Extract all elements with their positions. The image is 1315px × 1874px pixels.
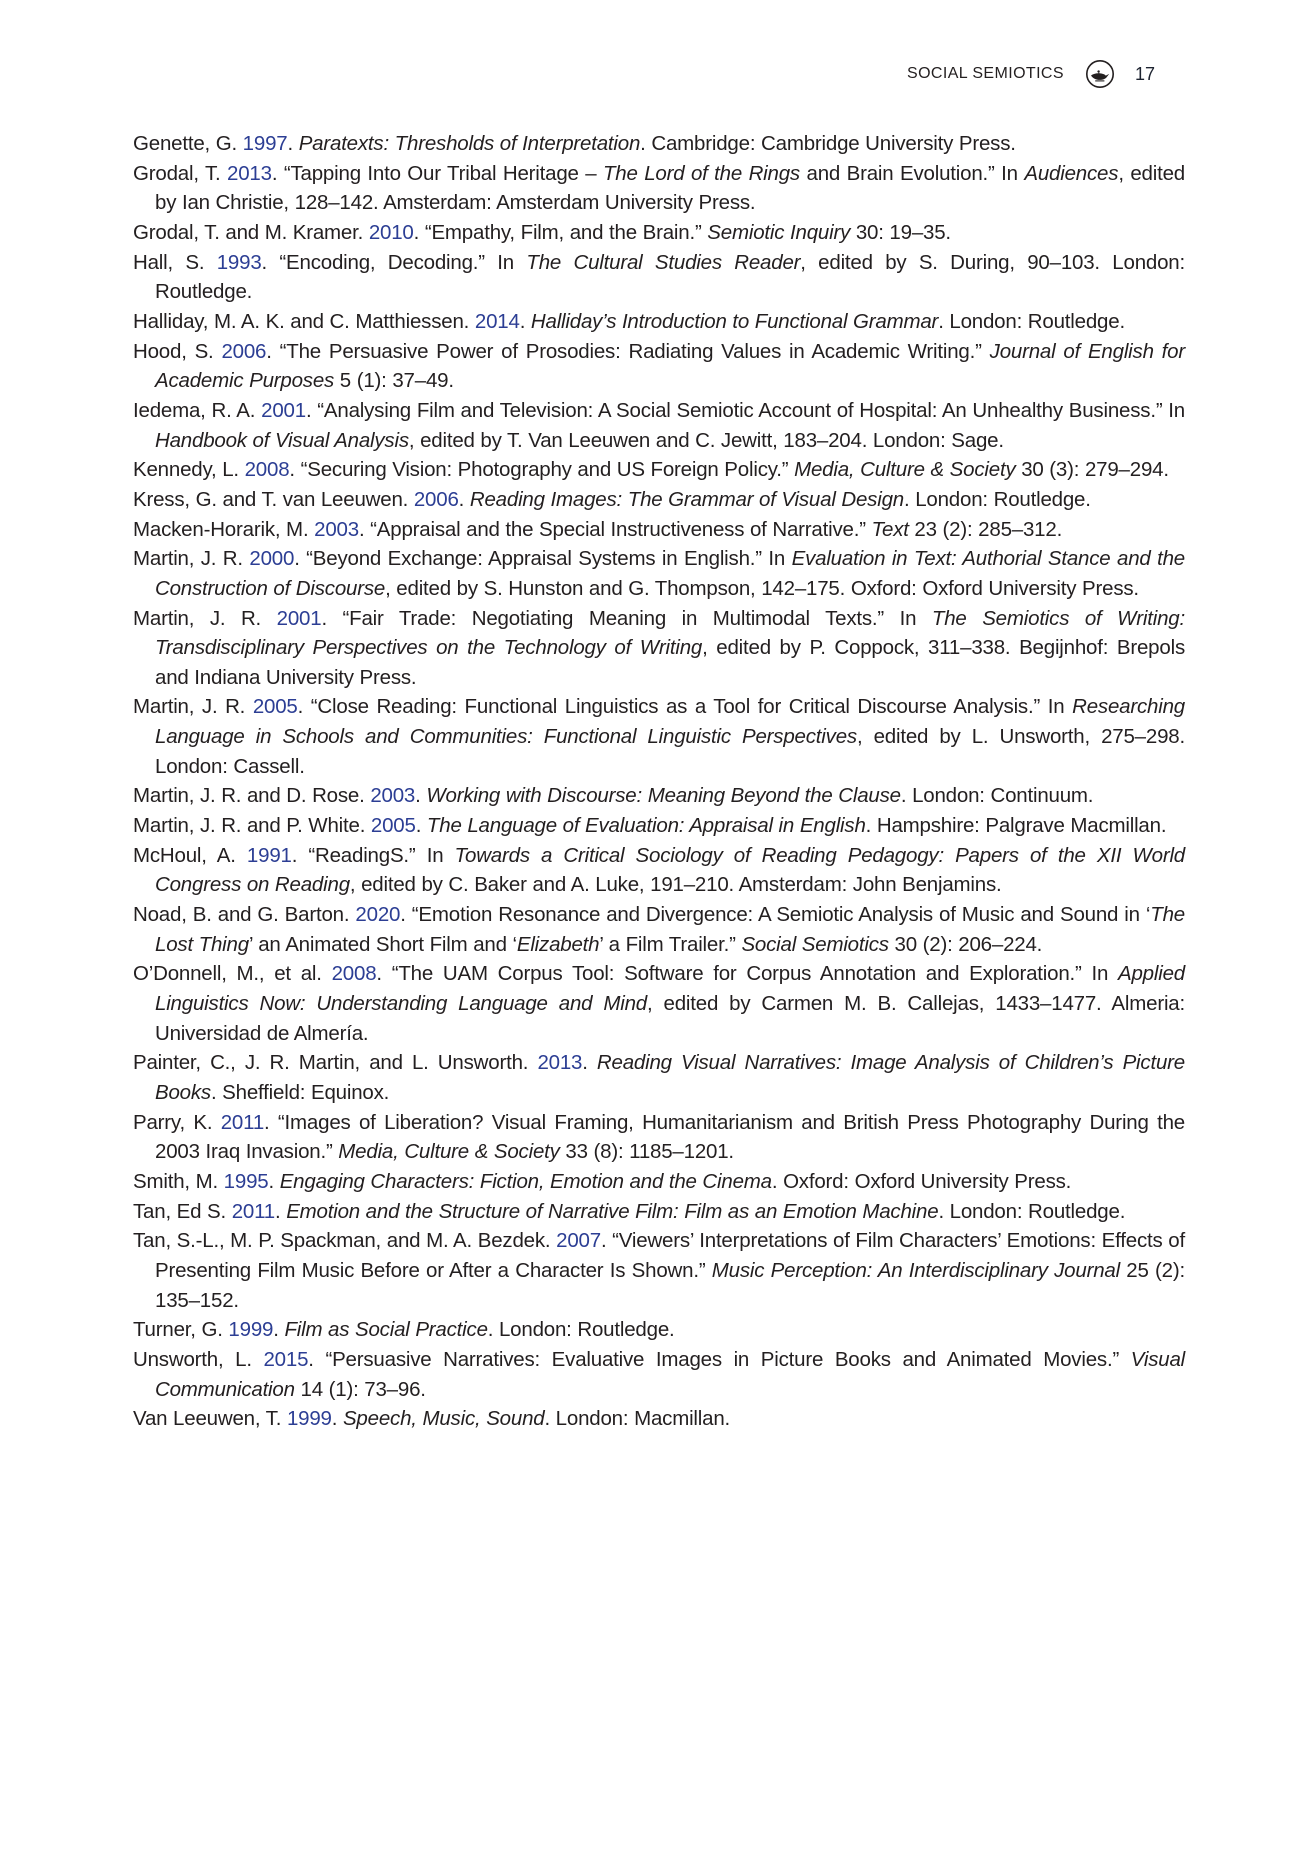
reference-text: Noad, B. and G. Barton. xyxy=(133,903,356,927)
reference-text: . “The Persuasive Power of Prosodies: Radiating Values in Academic Writing.” xyxy=(266,339,990,363)
reference-text: . London: Routledge. xyxy=(938,309,1125,333)
italic-title: Elizabeth xyxy=(516,932,600,956)
reference-text: Grodal, T. and M. Kramer. xyxy=(133,220,369,244)
reference-text: . xyxy=(519,309,531,333)
reference-text: . “Analysing Film and Television: A Social Semiotic Account of Hospital: An Unhealthy Business.” In xyxy=(305,398,1185,422)
italic-title: Media, Culture & Society xyxy=(794,458,1016,482)
reference-text: and Brain Evolution.” In xyxy=(799,161,1025,185)
italic-title: Applied Linguistics Now: Understanding Language and Mind xyxy=(155,962,1185,1016)
reference-text: . “The UAM Corpus Tool: Software for Corpus Annotation and Exploration.” In xyxy=(376,962,1118,986)
reference-text: Halliday, M. A. K. and C. Matthiessen. xyxy=(133,309,475,333)
reference-text: Hood, S. xyxy=(133,339,222,363)
reference-text: . London: Macmillan. xyxy=(544,1407,731,1431)
reference-text: Van Leeuwen, T. xyxy=(133,1407,287,1431)
italic-title: Engaging Characters: Fiction, Emotion and the Cinema xyxy=(279,1169,772,1193)
italic-title: Text xyxy=(871,517,909,541)
reference-entry xyxy=(133,1048,1185,1107)
reference-entry xyxy=(133,900,1185,959)
year-link[interactable]: 2006 xyxy=(221,339,267,363)
year-link[interactable]: 1997 xyxy=(242,132,288,155)
italic-title: Researching Language in Schools and Communities: Functional Linguistic Perspectives xyxy=(155,695,1185,749)
reference-text: McHoul, A. xyxy=(133,843,247,867)
taylor-francis-lamp-icon xyxy=(1085,59,1115,89)
reference-text: . London: Routledge. xyxy=(938,1199,1126,1223)
year-link[interactable]: 2013 xyxy=(227,161,272,185)
reference-text: . “Securing Vision: Photography and US Foreign Policy.” xyxy=(289,458,795,482)
year-link[interactable]: 2011 xyxy=(220,1110,265,1134)
reference-text: . London: Continuum. xyxy=(900,784,1094,808)
year-link[interactable]: 2001 xyxy=(276,606,322,630)
year-link[interactable]: 2015 xyxy=(263,1347,309,1371)
references-list xyxy=(133,129,1185,1434)
page-number: 17 xyxy=(1134,63,1155,84)
year-link[interactable]: 1991 xyxy=(246,843,292,867)
reference-text: 25 (2): 135–152. xyxy=(155,1258,1185,1312)
year-link[interactable]: 1993 xyxy=(216,250,262,274)
italic-title: Visual Communication xyxy=(155,1347,1185,1401)
italic-title: The Language of Evaluation: Appraisal in English xyxy=(426,814,866,838)
reference-entry xyxy=(133,159,1185,218)
italic-title: Journal of English for Academic Purposes xyxy=(155,339,1185,393)
journal-title: SOCIAL SEMIOTICS xyxy=(907,65,1064,82)
reference-text: Kress, G. and T. van Leeuwen. xyxy=(133,487,414,511)
reference-entry xyxy=(133,781,1185,811)
year-link[interactable]: 2003 xyxy=(314,517,359,541)
reference-text: 30: 19–35. xyxy=(850,220,951,244)
reference-entry xyxy=(133,1345,1185,1404)
year-link[interactable]: 2014 xyxy=(474,309,520,333)
reference-entry xyxy=(133,1315,1185,1345)
reference-entry xyxy=(133,692,1185,781)
year-link[interactable]: 2020 xyxy=(355,903,401,927)
reference-text: . “Tapping Into Our Tribal Heritage – xyxy=(271,161,603,185)
year-link[interactable]: 2005 xyxy=(370,814,416,838)
italic-title: Reading Images: The Grammar of Visual Design xyxy=(469,487,904,511)
reference-text: . xyxy=(273,1318,285,1342)
reference-text: Smith, M. xyxy=(133,1169,224,1193)
reference-text: Tan, Ed S. xyxy=(133,1199,232,1223)
reference-text: . xyxy=(582,1051,597,1075)
year-link[interactable]: 2005 xyxy=(252,695,298,719)
reference-entry xyxy=(133,841,1185,900)
reference-text: 30 (2): 206–224. xyxy=(888,932,1043,956)
reference-text: . xyxy=(415,814,427,838)
reference-text: , edited by Ian Christie, 128–142. Amsterdam: Amsterdam University Press. xyxy=(155,161,1185,215)
reference-text: . xyxy=(274,1199,287,1223)
page-header xyxy=(907,58,1155,90)
italic-title: Paratexts: Thresholds of Interpretation xyxy=(298,132,641,155)
reference-text: . Cambridge: Cambridge University Press. xyxy=(640,132,1016,155)
italic-title: Working with Discourse: Meaning Beyond the Clause xyxy=(426,784,901,808)
italic-title: Semiotic Inquiry xyxy=(707,220,851,244)
year-link[interactable]: 2008 xyxy=(244,458,290,482)
reference-text: Parry, K. xyxy=(133,1110,221,1134)
reference-text: . xyxy=(268,1169,280,1193)
reference-text: . London: Routledge. xyxy=(904,487,1091,511)
italic-title: Social Semiotics xyxy=(741,932,889,956)
reference-text: , edited by C. Baker and A. Luke, 191–210. Amsterdam: John Benjamins. xyxy=(349,873,1002,897)
reference-text: Martin, J. R. and P. White. xyxy=(133,814,371,838)
reference-text: . Oxford: Oxford University Press. xyxy=(771,1169,1072,1193)
reference-text: . Hampshire: Palgrave Macmillan. xyxy=(865,814,1167,838)
reference-entry xyxy=(133,129,1185,159)
reference-entry xyxy=(133,485,1185,515)
reference-text: . “Persuasive Narratives: Evaluative Images in Picture Books and Animated Movies.” xyxy=(308,1347,1131,1371)
reference-text: . “Viewers’ Interpretations of Film Characters’ Emotions: Effects of Presenting Film Music Before or After a Character Is Shown.” xyxy=(155,1229,1185,1282)
reference-text: ’ a Film Trailer.” xyxy=(599,932,742,956)
reference-entry xyxy=(133,1404,1185,1434)
reference-text: . xyxy=(287,132,299,155)
reference-text: 30 (3): 279–294. xyxy=(1015,458,1169,482)
reference-text: Hall, S. xyxy=(133,250,217,274)
italic-title: Audiences xyxy=(1024,161,1119,185)
reference-text: , edited by S. During, 90–103. London: Routledge. xyxy=(155,250,1185,304)
reference-text: Genette, G. xyxy=(133,132,243,155)
reference-text: . “Images of Liberation? Visual Framing, Humanitarianism and British Press Photography During the 2003 Iraq Invasion.” xyxy=(155,1110,1185,1164)
reference-text: Iedema, R. A. xyxy=(133,398,262,422)
italic-title: Film as Social Practice xyxy=(284,1318,488,1342)
reference-text: . xyxy=(458,487,470,511)
reference-text: Turner, G. xyxy=(133,1318,229,1342)
reference-entry xyxy=(133,307,1185,337)
reference-text: 23 (2): 285–312. xyxy=(908,517,1063,541)
reference-text: . “ReadingS.” In xyxy=(291,843,455,867)
reference-entry xyxy=(133,455,1185,485)
reference-text: O’Donnell, M., et al. xyxy=(133,962,332,986)
year-link[interactable]: 2008 xyxy=(331,962,377,986)
reference-text: . “Appraisal and the Special Instructiveness of Narrative.” xyxy=(358,517,872,541)
reference-text: Martin, J. R. and D. Rose. xyxy=(133,784,371,808)
reference-text: , edited by L. Unsworth, 275–298. London: Cassell. xyxy=(155,725,1185,778)
reference-entry xyxy=(133,1108,1185,1167)
year-link[interactable]: 2010 xyxy=(368,220,414,244)
italic-title: The Lost Thing xyxy=(155,903,1185,956)
reference-entry xyxy=(133,396,1185,455)
reference-text: . “Close Reading: Functional Linguistics as a Tool for Critical Discourse Analysis.” In xyxy=(297,695,1073,719)
reference-text: , edited by Carmen M. B. Callejas, 1433–1477. Almeria: Universidad de Almería. xyxy=(155,992,1186,1045)
italic-title: Speech, Music, Sound xyxy=(342,1407,545,1431)
italic-title: The Lord of the Rings xyxy=(602,161,800,185)
reference-entry xyxy=(133,1167,1185,1197)
reference-text: Painter, C., J. R. Martin, and L. Unsworth. xyxy=(133,1051,538,1075)
reference-text: . “Empathy, Film, and the Brain.” xyxy=(413,220,708,244)
year-link[interactable]: 2006 xyxy=(413,487,459,511)
reference-entry xyxy=(133,604,1185,693)
reference-text: Martin, J. R. xyxy=(133,695,253,719)
italic-title: Music Perception: An Interdisciplinary Journal xyxy=(711,1258,1120,1282)
reference-text: , edited by S. Hunston and G. Thompson, 142–175. Oxford: Oxford University Press. xyxy=(385,576,1139,600)
reference-text: , edited by P. Coppock, 311–338. Begijnhof: Brepols and Indiana University Press. xyxy=(155,636,1185,689)
year-link[interactable]: 2007 xyxy=(556,1229,601,1253)
reference-entry xyxy=(133,544,1185,603)
year-link[interactable]: 1999 xyxy=(286,1407,332,1431)
italic-title: Reading Visual Narratives: Image Analysis of Children’s Picture Books xyxy=(155,1051,1185,1104)
year-link[interactable]: 2000 xyxy=(249,547,295,571)
reference-text: 14 (1): 73–96. xyxy=(294,1377,426,1401)
year-link[interactable]: 1995 xyxy=(223,1169,269,1193)
year-link[interactable]: 1999 xyxy=(228,1318,274,1342)
reference-text: Tan, S.-L., M. P. Spackman, and M. A. Bezdek. xyxy=(133,1229,557,1253)
reference-entry xyxy=(133,337,1185,396)
reference-text: , edited by T. Van Leeuwen and C. Jewitt, 183–204. London: Sage. xyxy=(408,428,1004,452)
reference-entry xyxy=(133,218,1185,248)
reference-entry xyxy=(133,811,1185,841)
year-link[interactable]: 2011 xyxy=(231,1199,275,1223)
reference-text: . xyxy=(331,1407,343,1431)
italic-title: Evaluation in Text: Authorial Stance and the Construction of Discourse xyxy=(155,547,1185,600)
reference-text: 33 (8): 1185–1201. xyxy=(559,1140,734,1164)
reference-text: Macken-Horarik, M. xyxy=(133,517,315,541)
reference-text: . “Beyond Exchange: Appraisal Systems in English.” In xyxy=(294,547,792,571)
reference-text: . Sheffield: Equinox. xyxy=(210,1081,390,1104)
reference-text: Martin, J. R. xyxy=(133,547,250,571)
reference-text: . xyxy=(415,784,427,808)
italic-title: Towards a Critical Sociology of Reading Pedagogy: Papers of the XII World Congress on Reading xyxy=(155,843,1186,897)
reference-entry xyxy=(133,515,1185,545)
italic-title: Handbook of Visual Analysis xyxy=(155,428,409,452)
reference-entry xyxy=(133,959,1185,1048)
reference-entry xyxy=(133,1197,1185,1227)
reference-text: . “Encoding, Decoding.” In xyxy=(261,250,527,274)
reference-text: . London: Routledge. xyxy=(487,1318,675,1342)
year-link[interactable]: 2013 xyxy=(537,1051,583,1075)
italic-title: Halliday’s Introduction to Functional Grammar xyxy=(530,309,939,333)
reference-text: . “Emotion Resonance and Divergence: A Semiotic Analysis of Music and Sound in ‘ xyxy=(400,903,1151,927)
reference-entry xyxy=(133,1226,1185,1315)
reference-text: 5 (1): 37–49. xyxy=(334,369,454,393)
italic-title: The Cultural Studies Reader xyxy=(526,250,801,274)
year-link[interactable]: 2001 xyxy=(261,398,306,422)
reference-text: ’ an Animated Short Film and ‘ xyxy=(248,932,517,956)
reference-text: Grodal, T. xyxy=(133,161,228,185)
reference-entry xyxy=(133,248,1185,307)
italic-title: Emotion and the Structure of Narrative Film: Film as an Emotion Machine xyxy=(286,1199,939,1223)
reference-text: Unsworth, L. xyxy=(133,1347,264,1371)
reference-text: . “Fair Trade: Negotiating Meaning in Multimodal Texts.” In xyxy=(321,606,932,630)
year-link[interactable]: 2003 xyxy=(370,784,416,808)
italic-title: Media, Culture & Society xyxy=(338,1140,560,1164)
italic-title: The Semiotics of Writing: Transdisciplinary Perspectives on the Technology of Writing xyxy=(155,606,1185,660)
reference-text: Kennedy, L. xyxy=(133,458,245,482)
reference-text: Martin, J. R. xyxy=(133,606,277,630)
